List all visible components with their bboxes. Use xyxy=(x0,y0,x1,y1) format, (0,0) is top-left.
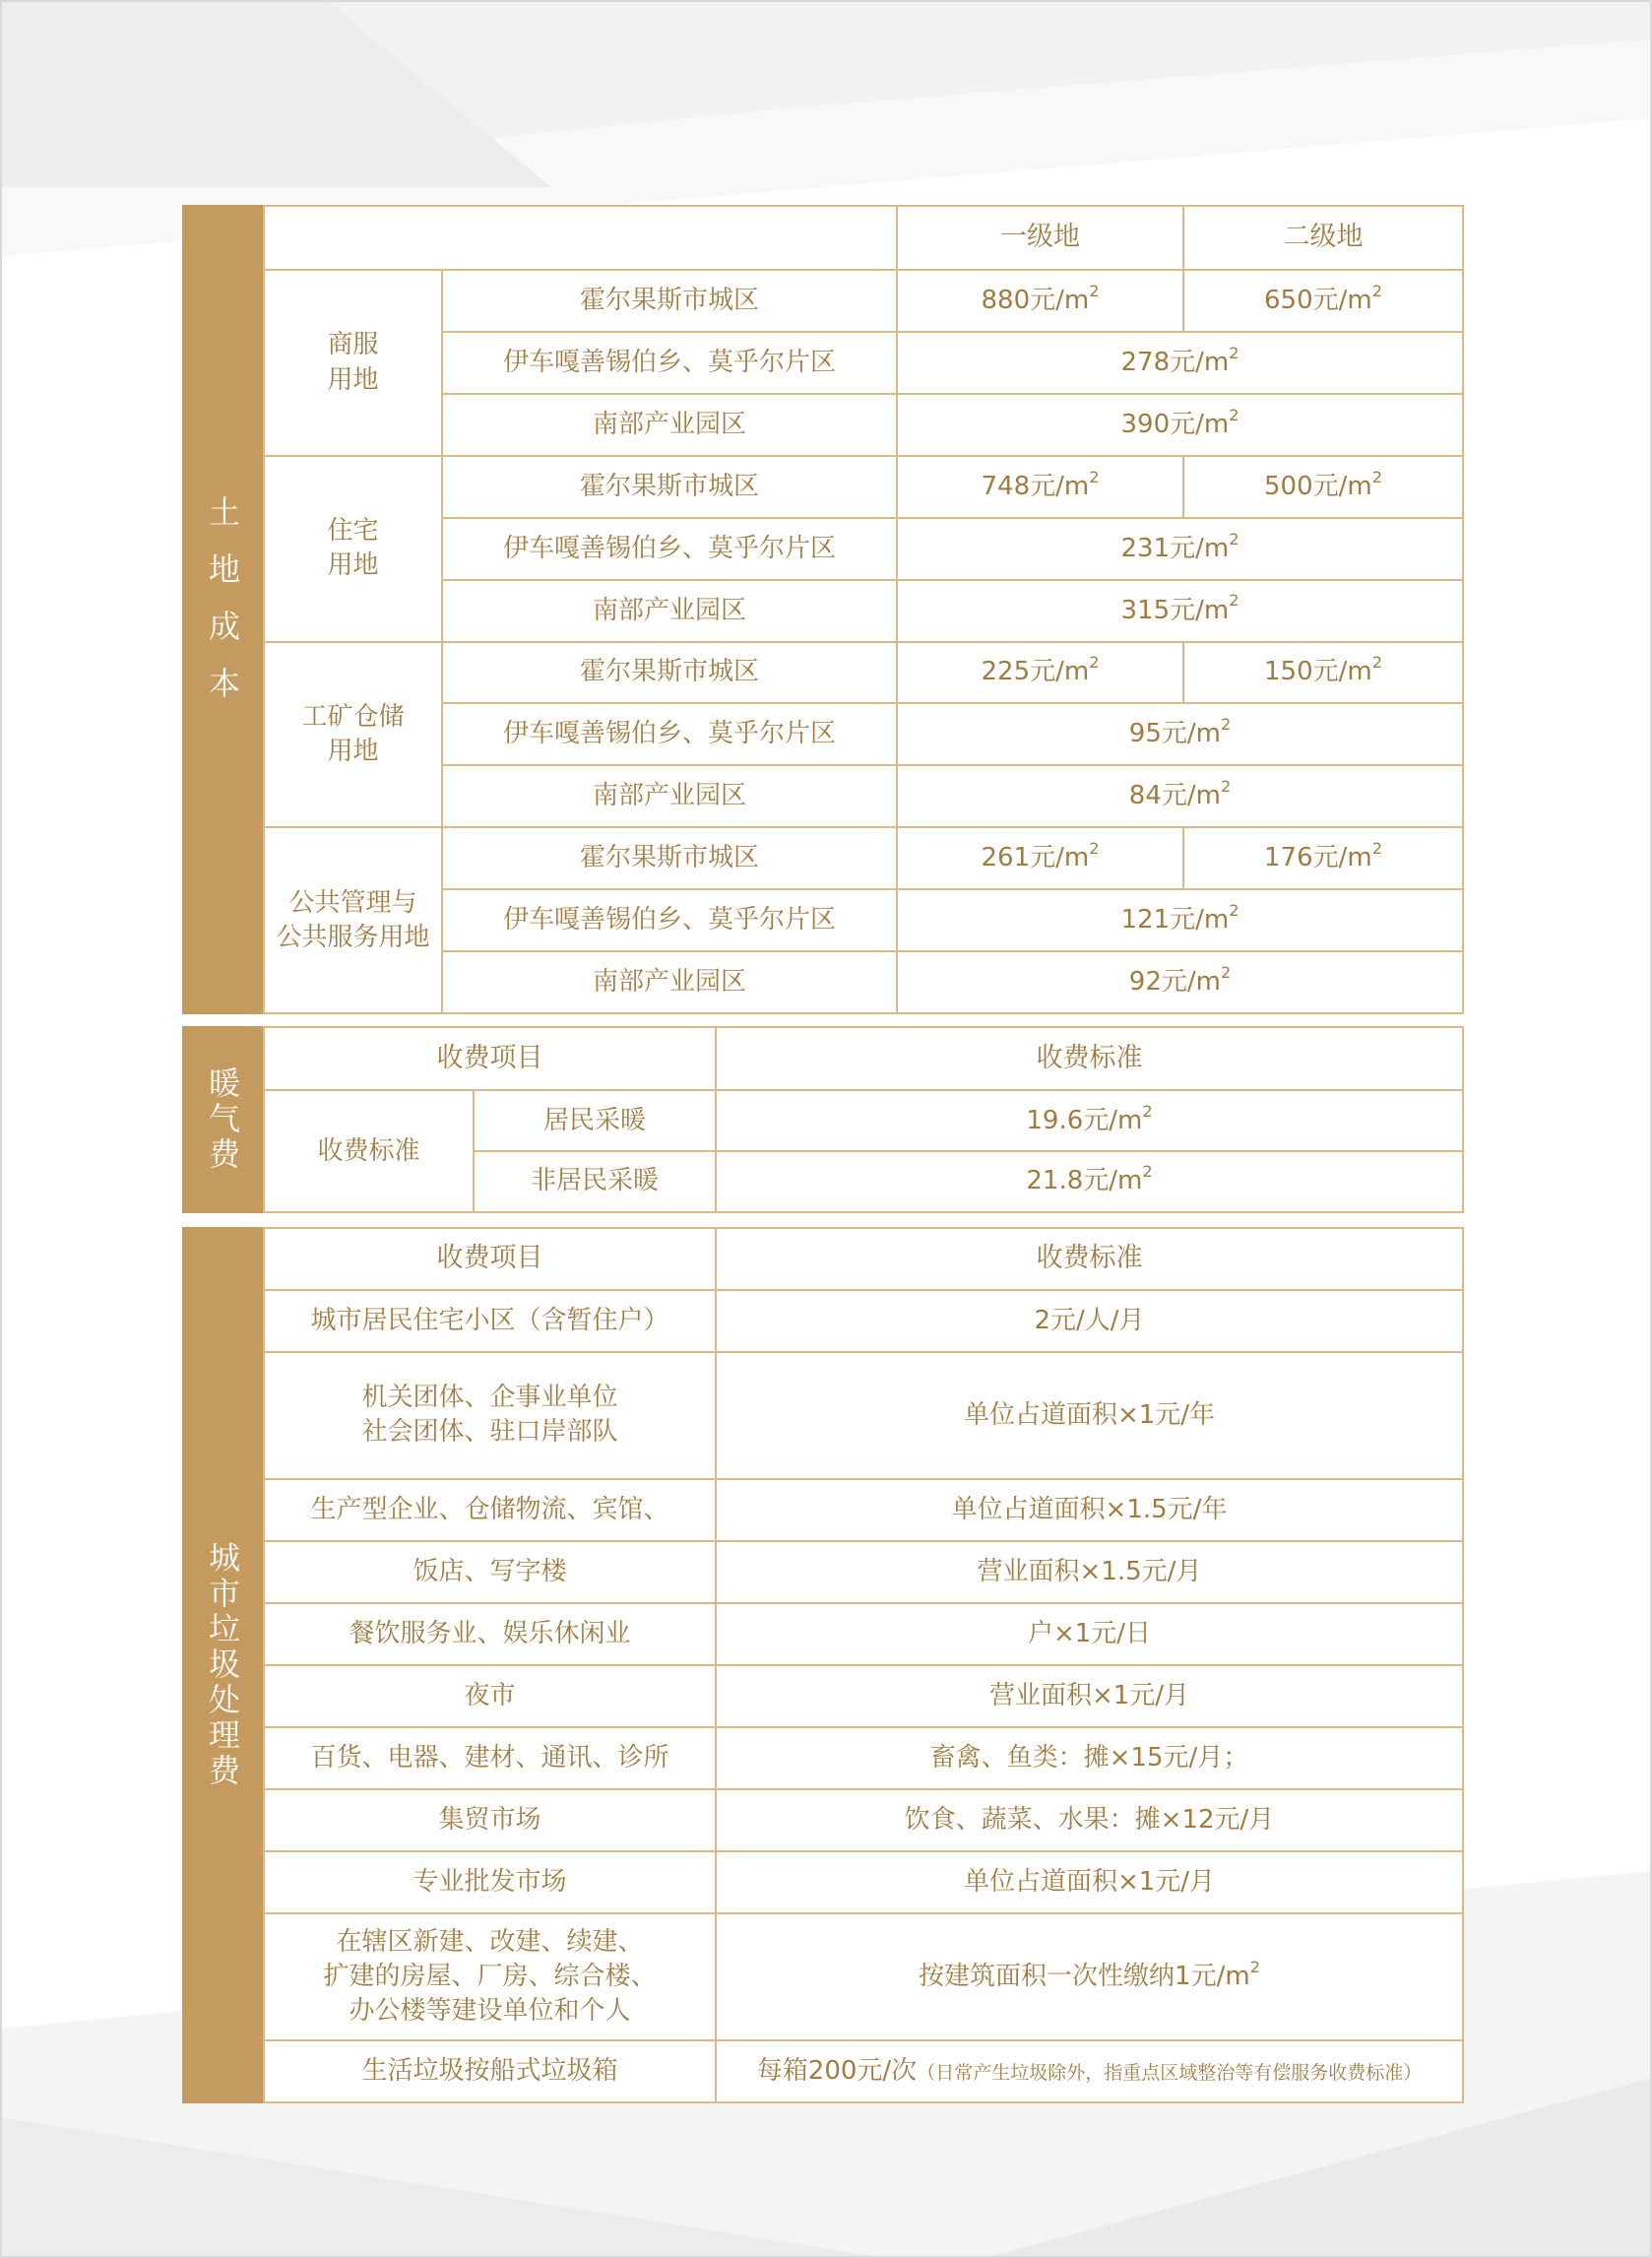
heating-table xyxy=(263,1026,1464,1213)
land-cost-side-band xyxy=(182,205,263,1014)
land-price xyxy=(897,518,1463,580)
garbage-standard xyxy=(716,1789,1463,1851)
garbage-item: 在辖区新建、改建、续建、 扩建的房屋、厂房、综合楼、 办公楼等建设单位和个人 xyxy=(264,1913,716,2039)
garbage-col-item: 收费项目 xyxy=(264,1228,716,1290)
land-row xyxy=(264,580,1463,642)
garbage-col-standard: 收费标准 xyxy=(716,1228,1463,1290)
price-value: 748 xyxy=(981,471,1031,501)
price-value: 92 xyxy=(1128,966,1162,997)
land-row xyxy=(264,703,1463,765)
unit-superscript: 2 xyxy=(1220,962,1232,982)
land-area: 霍尔果斯市城区 xyxy=(442,270,897,332)
price-unit: 元/m xyxy=(1161,719,1221,749)
garbage-side-band xyxy=(182,1227,263,2103)
unit-superscript: 2 xyxy=(1229,405,1239,424)
land-price-grade2 xyxy=(1183,642,1463,704)
land-category: 住宅 用地 xyxy=(264,456,442,642)
garbage-item: 专业批发市场 xyxy=(264,1851,716,1913)
unit-superscript: 2 xyxy=(1371,467,1382,486)
heating-header-row xyxy=(264,1027,1463,1090)
land-category: 公共管理与 公共服务用地 xyxy=(264,827,442,1013)
price-value: 150 xyxy=(1264,657,1313,687)
land-header-row xyxy=(264,206,1463,270)
heating-item: 非居民采暖 xyxy=(474,1151,716,1212)
land-header-grade1: 一级地 xyxy=(897,206,1183,270)
price-value: 390 xyxy=(1120,409,1171,439)
unit-superscript: 2 xyxy=(1229,343,1239,362)
land-area: 霍尔果斯市城区 xyxy=(442,827,897,889)
garbage-item: 百货、电器、建材、通讯、诊所 xyxy=(264,1727,716,1789)
land-header-blank xyxy=(264,206,897,270)
unit-superscript: 2 xyxy=(1249,1957,1260,1976)
unit-superscript: 2 xyxy=(1229,591,1239,611)
price-value: 650 xyxy=(1264,286,1313,316)
garbage-row xyxy=(264,1665,1463,1727)
unit-superscript: 2 xyxy=(1142,1162,1153,1182)
land-price xyxy=(897,951,1463,1013)
heating-col-item: 收费项目 xyxy=(264,1027,716,1090)
price-unit: 元/m xyxy=(1312,843,1372,873)
land-header-grade2: 二级地 xyxy=(1183,206,1463,270)
garbage-standard-text: 户×1元/日 xyxy=(1027,1618,1152,1648)
price-unit: 元/m xyxy=(1030,657,1090,687)
price-unit: 元/m xyxy=(1312,657,1372,687)
garbage-row xyxy=(264,1479,1463,1541)
garbage-standard xyxy=(716,1727,1463,1789)
price-unit: 元/m xyxy=(1083,1105,1143,1135)
heating-price xyxy=(716,1090,1463,1151)
land-price-grade1 xyxy=(897,827,1183,889)
unit-superscript: 2 xyxy=(1229,900,1239,920)
price-unit: 元/m xyxy=(1170,347,1230,377)
price-unit: 元/m xyxy=(1030,286,1090,316)
garbage-standard xyxy=(716,1603,1463,1665)
garbage-standard xyxy=(716,1913,1463,2039)
land-price xyxy=(897,703,1463,765)
garbage-standard-text: 单位占道面积×1元/月 xyxy=(963,1867,1216,1898)
heating-section xyxy=(182,1026,1462,1213)
price-unit: 元/m xyxy=(1170,409,1230,439)
heating-item: 居民采暖 xyxy=(474,1090,716,1151)
unit-superscript: 2 xyxy=(1089,467,1100,486)
garbage-standard-text: 营业面积×1元/月 xyxy=(988,1680,1190,1710)
land-price xyxy=(897,580,1463,642)
garbage-standard-note: （日常产生垃圾除外，指重点区域整治等有偿服务收费标准） xyxy=(917,2061,1423,2084)
garbage-standard-text: 畜禽、鱼类：摊×15元/月； xyxy=(929,1743,1249,1774)
price-unit: 元/m xyxy=(1030,471,1090,501)
heating-group-label: 收费标准 xyxy=(264,1090,474,1212)
garbage-standard-text: 营业面积×1.5元/月 xyxy=(977,1556,1202,1586)
garbage-item: 夜市 xyxy=(264,1665,716,1727)
land-row xyxy=(264,518,1463,580)
unit-superscript: 2 xyxy=(1371,282,1382,300)
garbage-standard-text: 2元/人/月 xyxy=(1034,1306,1145,1336)
land-price-grade2 xyxy=(1183,456,1463,518)
garbage-standard xyxy=(716,2040,1463,2102)
garbage-standard-text: 单位占道面积×1元/年 xyxy=(963,1399,1216,1430)
garbage-item: 城市居民住宅小区（含暂住户） xyxy=(264,1290,716,1352)
land-area: 南部产业园区 xyxy=(442,765,897,827)
land-row xyxy=(264,642,1463,704)
land-area: 伊车嘎善锡伯乡、莫乎尔片区 xyxy=(442,518,897,580)
price-unit: 元/m xyxy=(1170,533,1230,563)
garbage-standard-text: 每箱200元/次 xyxy=(756,2055,918,2086)
price-value: 231 xyxy=(1120,533,1171,563)
heating-side-band xyxy=(182,1026,263,1213)
price-value: 315 xyxy=(1120,595,1171,625)
garbage-header-row xyxy=(264,1228,1463,1290)
garbage-standard-text: 单位占道面积×1.5元/年 xyxy=(951,1494,1228,1524)
price-value: 84 xyxy=(1128,781,1162,811)
unit-superscript: 2 xyxy=(1220,715,1232,735)
land-row xyxy=(264,889,1463,951)
land-area: 南部产业园区 xyxy=(442,580,897,642)
price-unit: 元/m xyxy=(1312,471,1372,501)
garbage-row xyxy=(264,1913,1463,2039)
garbage-standard-text: 饮食、蔬菜、水果：摊×12元/月 xyxy=(904,1805,1275,1836)
garbage-item: 饭店、写字楼 xyxy=(264,1541,716,1603)
unit-superscript: 2 xyxy=(1089,653,1100,673)
garbage-row xyxy=(264,1541,1463,1603)
heating-col-standard: 收费标准 xyxy=(716,1027,1463,1090)
price-unit: 元/m xyxy=(1030,843,1090,873)
garbage-row xyxy=(264,1851,1463,1913)
land-category: 工矿仓储 用地 xyxy=(264,642,442,828)
price-value: 95 xyxy=(1128,719,1162,749)
garbage-item: 生活垃圾按船式垃圾箱 xyxy=(264,2040,716,2102)
land-area: 霍尔果斯市城区 xyxy=(442,642,897,704)
garbage-title: 城市垃圾处理费 xyxy=(204,1541,241,1789)
price-value: 19.6 xyxy=(1026,1105,1084,1135)
land-area: 南部产业园区 xyxy=(442,394,897,456)
price-value: 261 xyxy=(981,843,1031,873)
garbage-row xyxy=(264,2040,1463,2102)
garbage-standard-text: 按建筑面积一次性缴纳1元/m xyxy=(919,1962,1250,1992)
price-unit: 元/m xyxy=(1170,595,1230,625)
garbage-standard xyxy=(716,1665,1463,1727)
land-row xyxy=(264,765,1463,827)
garbage-item: 生产型企业、仓储物流、宾馆、 xyxy=(264,1479,716,1541)
unit-superscript: 2 xyxy=(1142,1101,1153,1121)
garbage-standard xyxy=(716,1290,1463,1352)
land-area: 伊车嘎善锡伯乡、莫乎尔片区 xyxy=(442,703,897,765)
garbage-row xyxy=(264,1727,1463,1789)
land-price-grade2 xyxy=(1183,270,1463,332)
garbage-item: 餐饮服务业、娱乐休闲业 xyxy=(264,1603,716,1665)
price-value: 880 xyxy=(981,286,1031,316)
land-area: 伊车嘎善锡伯乡、莫乎尔片区 xyxy=(442,889,897,951)
land-price xyxy=(897,765,1463,827)
heating-row xyxy=(264,1090,1463,1151)
price-unit: 元/m xyxy=(1161,966,1221,997)
land-price xyxy=(897,889,1463,951)
garbage-row xyxy=(264,1603,1463,1665)
land-cost-title: 土地成本 xyxy=(204,495,241,724)
garbage-item: 集贸市场 xyxy=(264,1789,716,1851)
garbage-row xyxy=(264,1789,1463,1851)
unit-superscript: 2 xyxy=(1220,777,1232,797)
unit-superscript: 2 xyxy=(1371,653,1382,673)
land-cost-table xyxy=(263,205,1464,1014)
land-price xyxy=(897,332,1463,394)
price-value: 21.8 xyxy=(1026,1166,1084,1196)
land-price xyxy=(897,394,1463,456)
price-unit: 元/m xyxy=(1312,286,1372,316)
price-value: 225 xyxy=(981,657,1031,687)
garbage-section xyxy=(182,1227,1462,2103)
land-row xyxy=(264,270,1463,332)
garbage-standard xyxy=(716,1851,1463,1913)
garbage-standard xyxy=(716,1479,1463,1541)
heating-price xyxy=(716,1151,1463,1212)
garbage-row xyxy=(264,1352,1463,1478)
land-price-grade1 xyxy=(897,270,1183,332)
price-value: 500 xyxy=(1264,471,1313,501)
price-value: 278 xyxy=(1120,347,1171,377)
land-cost-section xyxy=(182,205,1462,1014)
price-value: 176 xyxy=(1264,843,1313,873)
land-price-grade2 xyxy=(1183,827,1463,889)
price-unit: 元/m xyxy=(1161,781,1221,811)
land-area: 伊车嘎善锡伯乡、莫乎尔片区 xyxy=(442,332,897,394)
unit-superscript: 2 xyxy=(1371,839,1382,859)
land-category: 商服 用地 xyxy=(264,270,442,456)
garbage-table xyxy=(263,1227,1464,2103)
price-unit: 元/m xyxy=(1083,1166,1143,1196)
unit-superscript: 2 xyxy=(1089,839,1100,859)
unit-superscript: 2 xyxy=(1229,529,1239,548)
price-unit: 元/m xyxy=(1170,904,1230,935)
land-row xyxy=(264,456,1463,518)
heating-title: 暖气费 xyxy=(204,1066,241,1173)
garbage-item: 机关团体、企事业单位 社会团体、驻口岸部队 xyxy=(264,1352,716,1478)
land-row xyxy=(264,332,1463,394)
land-price-grade1 xyxy=(897,456,1183,518)
price-value: 121 xyxy=(1120,904,1171,935)
land-area: 霍尔果斯市城区 xyxy=(442,456,897,518)
land-row xyxy=(264,394,1463,456)
land-area: 南部产业园区 xyxy=(442,951,897,1013)
garbage-standard xyxy=(716,1541,1463,1603)
land-row xyxy=(264,827,1463,889)
garbage-standard xyxy=(716,1352,1463,1478)
land-row xyxy=(264,951,1463,1013)
land-price-grade1 xyxy=(897,642,1183,704)
unit-superscript: 2 xyxy=(1089,282,1100,300)
garbage-row xyxy=(264,1290,1463,1352)
